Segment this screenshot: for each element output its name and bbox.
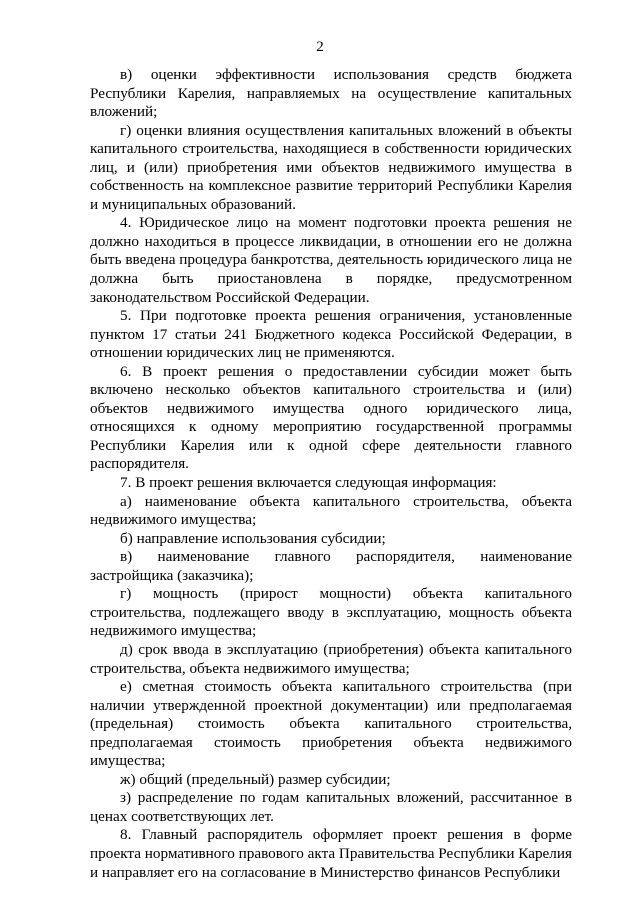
paragraph-5: 5. При подготовке проекта решения ограничения, установленные пунктом 17 статьи 241 Бюджетного кодекса Российской Федерации, в отношении юридических лиц не применяются. [90,307,572,362]
paragraph-4: 4. Юридическое лицо на момент подготовки проекта решения не должно находиться в процессе ликвидации, в отношении его не должна быть введена процедура банкротства, деятельность юридического лица не должна быть приостановлена в порядке, предусмотренном законодательством Российской Федерации. [90,214,572,306]
paragraph-7: 7. В проект решения включается следующая информация: [120,474,497,492]
paragraph-7z: з) распределение по годам капитальных вложений, рассчитанное в ценах соответствующих лет. [90,789,572,825]
paragraph-7b: б) направление использования субсидии; [120,529,386,547]
page-number: 2 [316,39,324,55]
paragraph-7g: г) мощность (прирост мощности) объекта капитального строительства, подлежащего вводу в эксплуатацию, мощность объекта недвижимого имущества; [90,585,572,640]
paragraph-7e: е) сметная стоимость объекта капитального строительства (при наличии утвержденной проектной документации) или предполагаемая (предельная) стоимость объекта капитального строительства, предполагаемая стоимость приобретения объекта недвижимого имущества; [90,678,572,770]
paragraph-3g: г) оценки влияния осуществления капитальных вложений в объекты капитального строительства, находящиеся в собственности юридических лиц, и (или) приобретения ими объектов недвижимого имущества в собственность на комплексное развитие территорий Республики Карелия и муниципальных образований. [90,121,572,213]
paragraph-7a: а) наименование объекта капитального строительства, объекта недвижимого имущества; [90,492,572,529]
paragraph-8: 8. Главный распорядитель оформляет проект решения в форме проекта нормативного правового акта Правительства Республики Карелия и направляет его на согласование в Министерство финансов Республики [90,826,572,881]
paragraph-7zh: ж) общий (предельный) размер субсидии; [120,770,391,788]
paragraph-3v: в) оценки эффективности использования средств бюджета Республики Карелия, направляемых на осуществление капитальных вложений; [90,66,572,121]
paragraph-6: 6. В проект решения о предоставлении субсидии может быть включено несколько объектов капитального строительства и (или) объектов недвижимого имущества одного юридического лица, относящихся к одному мероприятию государственной программы Республики Карелия или к одной сфере деятельности главного распорядителя. [90,362,572,473]
paragraph-7d: д) срок ввода в эксплуатацию (приобретения) объекта капитального строительства, объекта недвижимого имущества; [90,640,572,677]
document-body [90,66,572,882]
paragraph-7v: в) наименование главного распорядителя, наименование застройщика (заказчика); [90,548,572,584]
